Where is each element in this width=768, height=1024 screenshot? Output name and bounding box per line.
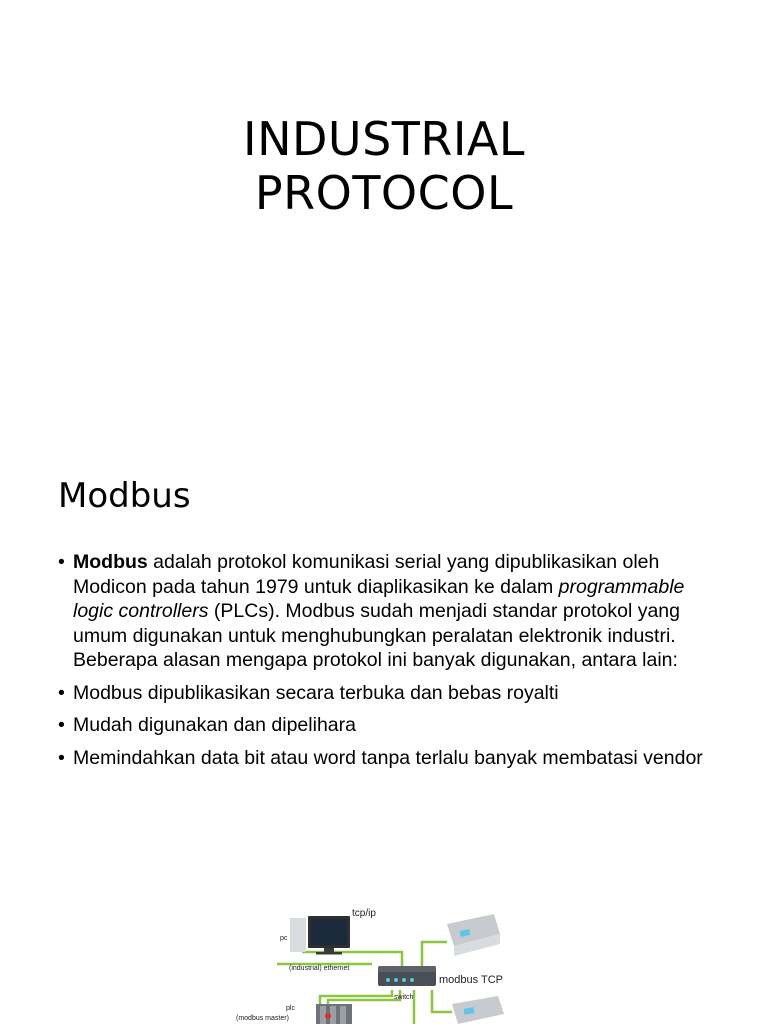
bullet-item [58, 681, 718, 706]
label-pc: pc [280, 935, 288, 942]
bullet-text: (PLCs). Modbus sudah menjadi standar protokol yang umum digunakan untuk menghubungkan peralatan elektronik industri. Beberapa alasan mengapa protokol ini banyak digunakan, antara lain: [73, 600, 680, 671]
modbus-tcp-device-bottom-icon [452, 996, 504, 1024]
bullet-icon: • [58, 681, 65, 704]
bullet-bold-term: Modbus [73, 551, 148, 573]
title-line-2: PROTOCOL [254, 166, 514, 220]
bullet-item [58, 550, 718, 673]
label-plc: plc [286, 1005, 295, 1012]
bullet-item [58, 746, 718, 771]
bullet-list [58, 550, 718, 778]
bullet-italic-term: programmable logic controllers [73, 575, 685, 622]
pc-icon [290, 916, 350, 955]
diagram-svg [232, 900, 522, 1024]
cable-switch-device-top [422, 942, 447, 968]
bullet-icon: • [58, 551, 65, 573]
bullet-item [58, 713, 718, 738]
label-modbus-tcp: modbus TCP [439, 974, 503, 986]
bullet-text: adalah protokol komunikasi serial yang dipublikasikan oleh Modicon pada tahun 1979 untuk diaplikasikan ke dalam [73, 551, 660, 598]
label-switch: switch [394, 994, 414, 1001]
slide-title [0, 112, 768, 220]
modbus-network-diagram [232, 900, 522, 1024]
title-line-1: INDUSTRIAL [243, 112, 525, 166]
cable-switch-device-bottom [432, 990, 452, 1012]
bullet-icon: • [58, 746, 65, 769]
modbus-tcp-device-top-icon [447, 914, 500, 956]
plc-icon [316, 1004, 352, 1024]
bullet-text: Memindahkan data bit atau word tanpa terlalu banyak membatasi vendor [73, 746, 703, 769]
section-heading: Modbus [58, 476, 191, 516]
label-ethernet: (industrial) ethernet [289, 965, 350, 972]
switch-icon [378, 966, 436, 986]
label-plc-role: (modbus master) [236, 1015, 289, 1022]
bullet-text: Modbus dipublikasikan secara terbuka dan bebas royalti [73, 681, 559, 704]
label-tcpip: tcp/ip [352, 908, 376, 919]
bullet-text: Mudah digunakan dan dipelihara [73, 714, 356, 736]
bullet-icon: • [58, 714, 65, 736]
